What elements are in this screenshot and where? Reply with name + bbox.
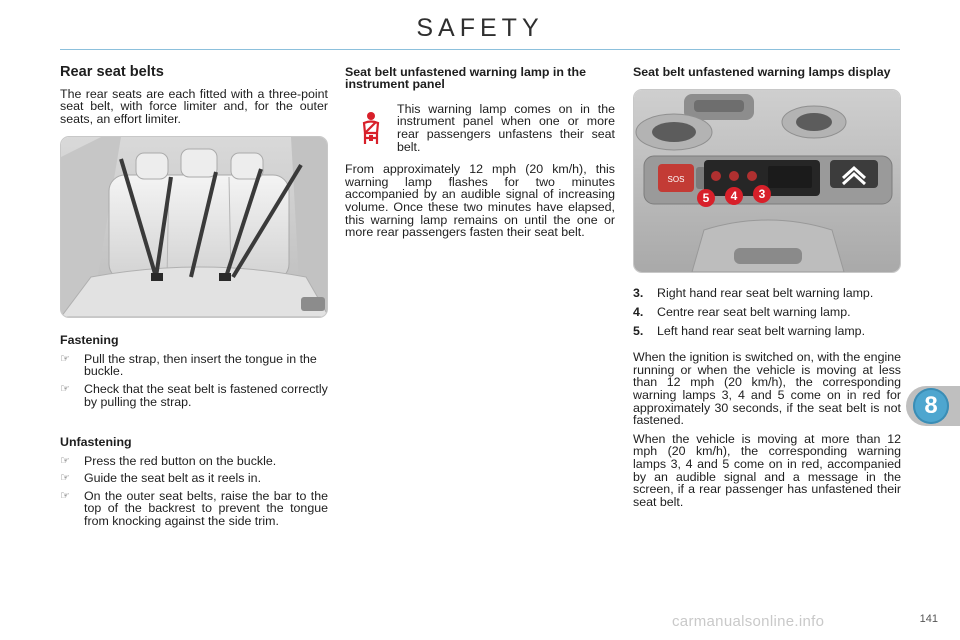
callout-4: 4 — [730, 189, 738, 204]
rear-seats-photo — [60, 136, 328, 318]
moving-paragraph: When the vehicle is moving at more than 12 mph (20 km/h), the corresponding warning lamps 3, 4 and 5 come on in red, accompanied by an audible signal and a message in the screen, if a rear passenger has unfastened their seat belt. — [633, 431, 901, 509]
ignition-paragraph: When the ignition is switched on, with the engine running or when the vehicle is moving at less than 12 mph (20 km/h), the corresponding warning lamps 3, 4 and 5 come on in red for approximately 30 seconds, if the seat belt is not fastened. — [633, 350, 901, 428]
rear-seat-belts-column — [60, 66, 328, 533]
list-item: 5. Left hand rear seat belt warning lamp. — [633, 323, 866, 338]
display-title: Seat belt unfastened warning lamps display — [633, 65, 891, 79]
lamp-description: This warning lamp comes on in the instrument panel when one or more rear passengers unfastens their seat belt. — [397, 101, 615, 154]
hand-pointer-icon: ☞ — [60, 472, 70, 485]
display-lamp-list — [633, 287, 901, 337]
watermark: carmanualsonline.info — [672, 613, 825, 630]
fastening-title: Fastening — [60, 333, 119, 348]
list-item: ☞ Check that the seat belt is fastened correctly by pulling the strap. — [60, 381, 328, 409]
list-item: ☞ Guide the seat belt as it reels in. — [60, 471, 262, 486]
hand-pointer-icon: ☞ — [60, 489, 70, 502]
chapter-badge: 8 — [913, 388, 949, 424]
page-title: SAFETY — [416, 14, 544, 42]
header-divider — [60, 49, 900, 50]
intro-paragraph: The rear seats are each fitted with a three-point seat belt, with force limiter and, for the outer seats, an effort limiter. — [60, 86, 328, 126]
sos-label: SOS — [667, 175, 685, 185]
list-item: ☞ Pull the strap, then insert the tongue in the buckle. — [60, 351, 317, 379]
unfastening-title: Unfastening — [60, 435, 132, 450]
overhead-console-photo — [633, 89, 901, 273]
rear-seats-illustration — [61, 137, 328, 317]
instrument-panel-title: Seat belt unfastened warning lamp in the instrument panel — [345, 65, 586, 92]
list-item: 3. Right hand rear seat belt warning lamp. — [633, 286, 874, 301]
warning-lamp-row — [345, 103, 615, 153]
list-item: ☞ On the outer seat belts, raise the bar to the top of the backrest to prevent the tongue from knocking against the side trim. — [60, 488, 328, 528]
seatbelt-warning-icon — [345, 103, 397, 153]
flash-description: From approximately 12 mph (20 km/h), this warning lamp flashes for two minutes accompanied by an audible signal of increasing volume. Once these two minutes have elapsed, this warning lamp remains on until the one or more rear passengers fasten their seat belt. — [345, 162, 615, 240]
hand-pointer-icon: ☞ — [60, 352, 70, 365]
section-title: Rear seat belts — [60, 64, 164, 80]
display-column — [633, 66, 901, 508]
callout-5: 5 — [702, 191, 710, 206]
list-item: ☞ Press the red button on the buckle. — [60, 453, 277, 468]
overhead-console-illustration — [634, 90, 901, 272]
hand-pointer-icon: ☞ — [60, 454, 70, 467]
hand-pointer-icon: ☞ — [60, 382, 70, 395]
fastening-list — [60, 353, 328, 408]
callout-3: 3 — [758, 187, 766, 202]
unfastening-list — [60, 455, 328, 528]
instrument-panel-column — [345, 66, 615, 239]
page-number: 141 — [919, 613, 938, 625]
list-item: 4. Centre rear seat belt warning lamp. — [633, 305, 851, 319]
